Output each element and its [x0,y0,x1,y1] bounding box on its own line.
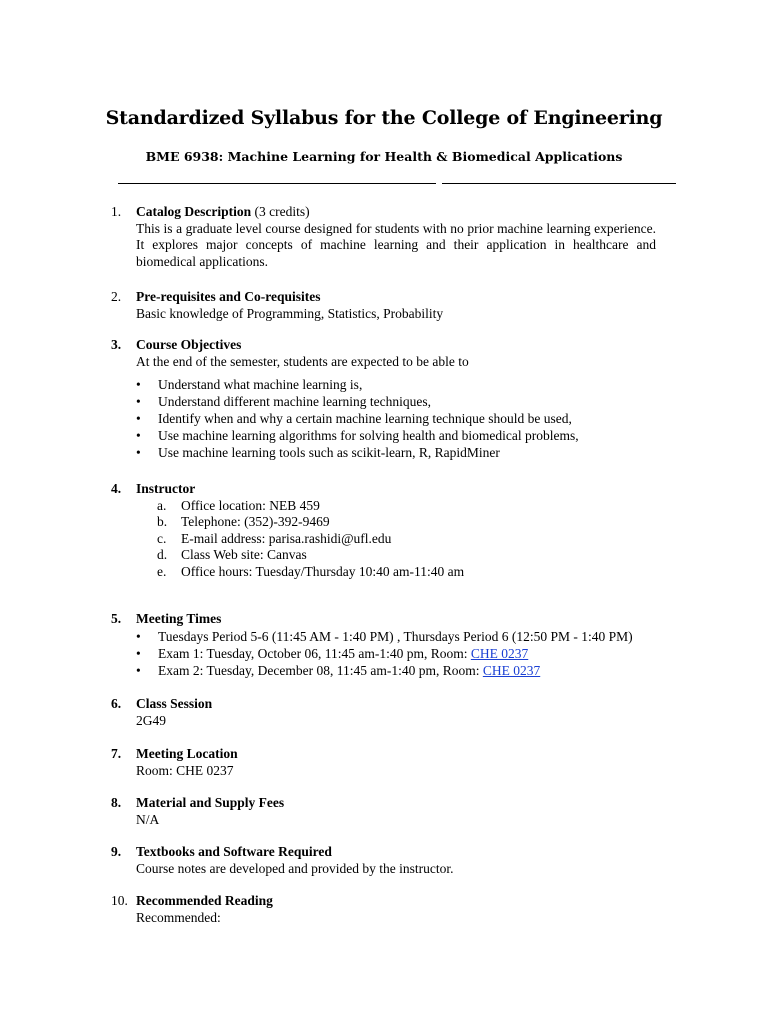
section-text: Recommended: [136,909,221,925]
credits-note: (3 credits) [251,204,310,219]
rule-gap [436,183,442,185]
section-number: 4. [111,481,122,496]
section-heading: Meeting Times [136,611,222,626]
telephone: Telephone: (352)-392-9469 [181,514,330,529]
section-heading: Pre-requisites and Co-requisites [136,289,321,304]
list-item: • Understand what machine learning is, [136,376,656,393]
list-item [136,531,656,548]
section-heading: Material and Supply Fees [136,795,285,810]
section-text: N/A [136,811,160,827]
section-number: 10. [111,893,128,908]
meeting-times-list [136,628,656,679]
section-heading: Course Objectives [136,337,242,352]
list-item [136,547,656,564]
exam-1-room-link[interactable]: CHE 0237 [470,645,529,661]
horizontal-rule [118,183,676,184]
section-heading: Catalog Description [136,204,252,219]
section-heading: Recommended Reading [136,893,273,908]
section-number: 8. [111,795,122,810]
objectives-list [136,376,656,461]
exam-1-info: Exam 1: Tuesday, October 06, 11:45 am-1:40 pm, Room: [158,645,471,661]
section-heading: Meeting Location [136,746,238,761]
item-letter: d. [157,547,168,562]
section-number: 1. [111,204,122,219]
list-item [136,645,656,662]
section-text: Basic knowledge of Programming, Statistics, Probability [136,305,444,321]
office-location: Office location: NEB 459 [181,497,320,513]
section-text: 2G49 [136,712,166,728]
meeting-schedule: Tuesdays Period 5-6 (11:45 AM - 1:40 PM) , Thursdays Period 6 (12:50 PM - 1:40 PM) [158,628,633,644]
email-address: E-mail address: parisa.rashidi@ufl.edu [181,530,392,546]
exam-2-room-link[interactable]: CHE 0237 [482,662,541,678]
course-subtitle: BME 6938: Machine Learning for Health & Biomedical Applications [145,149,623,164]
item-letter: c. [157,530,167,546]
office-hours: Office hours: Tuesday/Thursday 10:40 am-11:40 am [181,563,465,579]
list-item [136,564,656,581]
item-letter: a. [157,497,167,513]
section-heading: Instructor [136,481,196,496]
instructor-details-list [136,498,656,581]
exam-2-info: Exam 2: Tuesday, December 08, 11:45 am-1:40 pm, Room: [158,662,483,678]
item-letter: b. [157,514,168,529]
list-item [136,662,656,679]
item-letter: e. [157,563,167,579]
section-heading: Class Session [136,696,213,711]
list-item: • Use machine learning tools such as scikit-learn, R, RapidMiner [136,444,656,461]
section-number: 7. [111,746,122,761]
list-item: • Understand different machine learning techniques, [136,393,656,410]
document-title: Standardized Syllabus for the College of Engineering [105,107,663,129]
section-number: 6. [111,696,122,711]
list-item [136,514,656,531]
section-text: Course notes are developed and provided by the instructor. [136,860,454,876]
section-number: 2. [111,289,122,304]
section-text: At the end of the semester, students are expected to be able to [136,353,469,369]
section-number: 5. [111,611,122,626]
section-number: 3. [111,337,122,352]
section-heading: Textbooks and Software Required [136,844,332,859]
section-number: 9. [111,844,122,859]
list-item: • Identify when and why a certain machine learning technique should be used, [136,410,656,427]
list-item [136,628,656,645]
list-item [136,498,656,515]
section-text: This is a graduate level course designed for students with no prior machine learning experience. It explores major concepts of machine learning and their application in healthcare and biomedical applications. [136,220,656,269]
list-item: • Use machine learning algorithms for solving health and biomedical problems, [136,427,656,444]
class-web-site: Class Web site: Canvas [181,547,307,562]
section-text: Room: CHE 0237 [136,762,234,778]
